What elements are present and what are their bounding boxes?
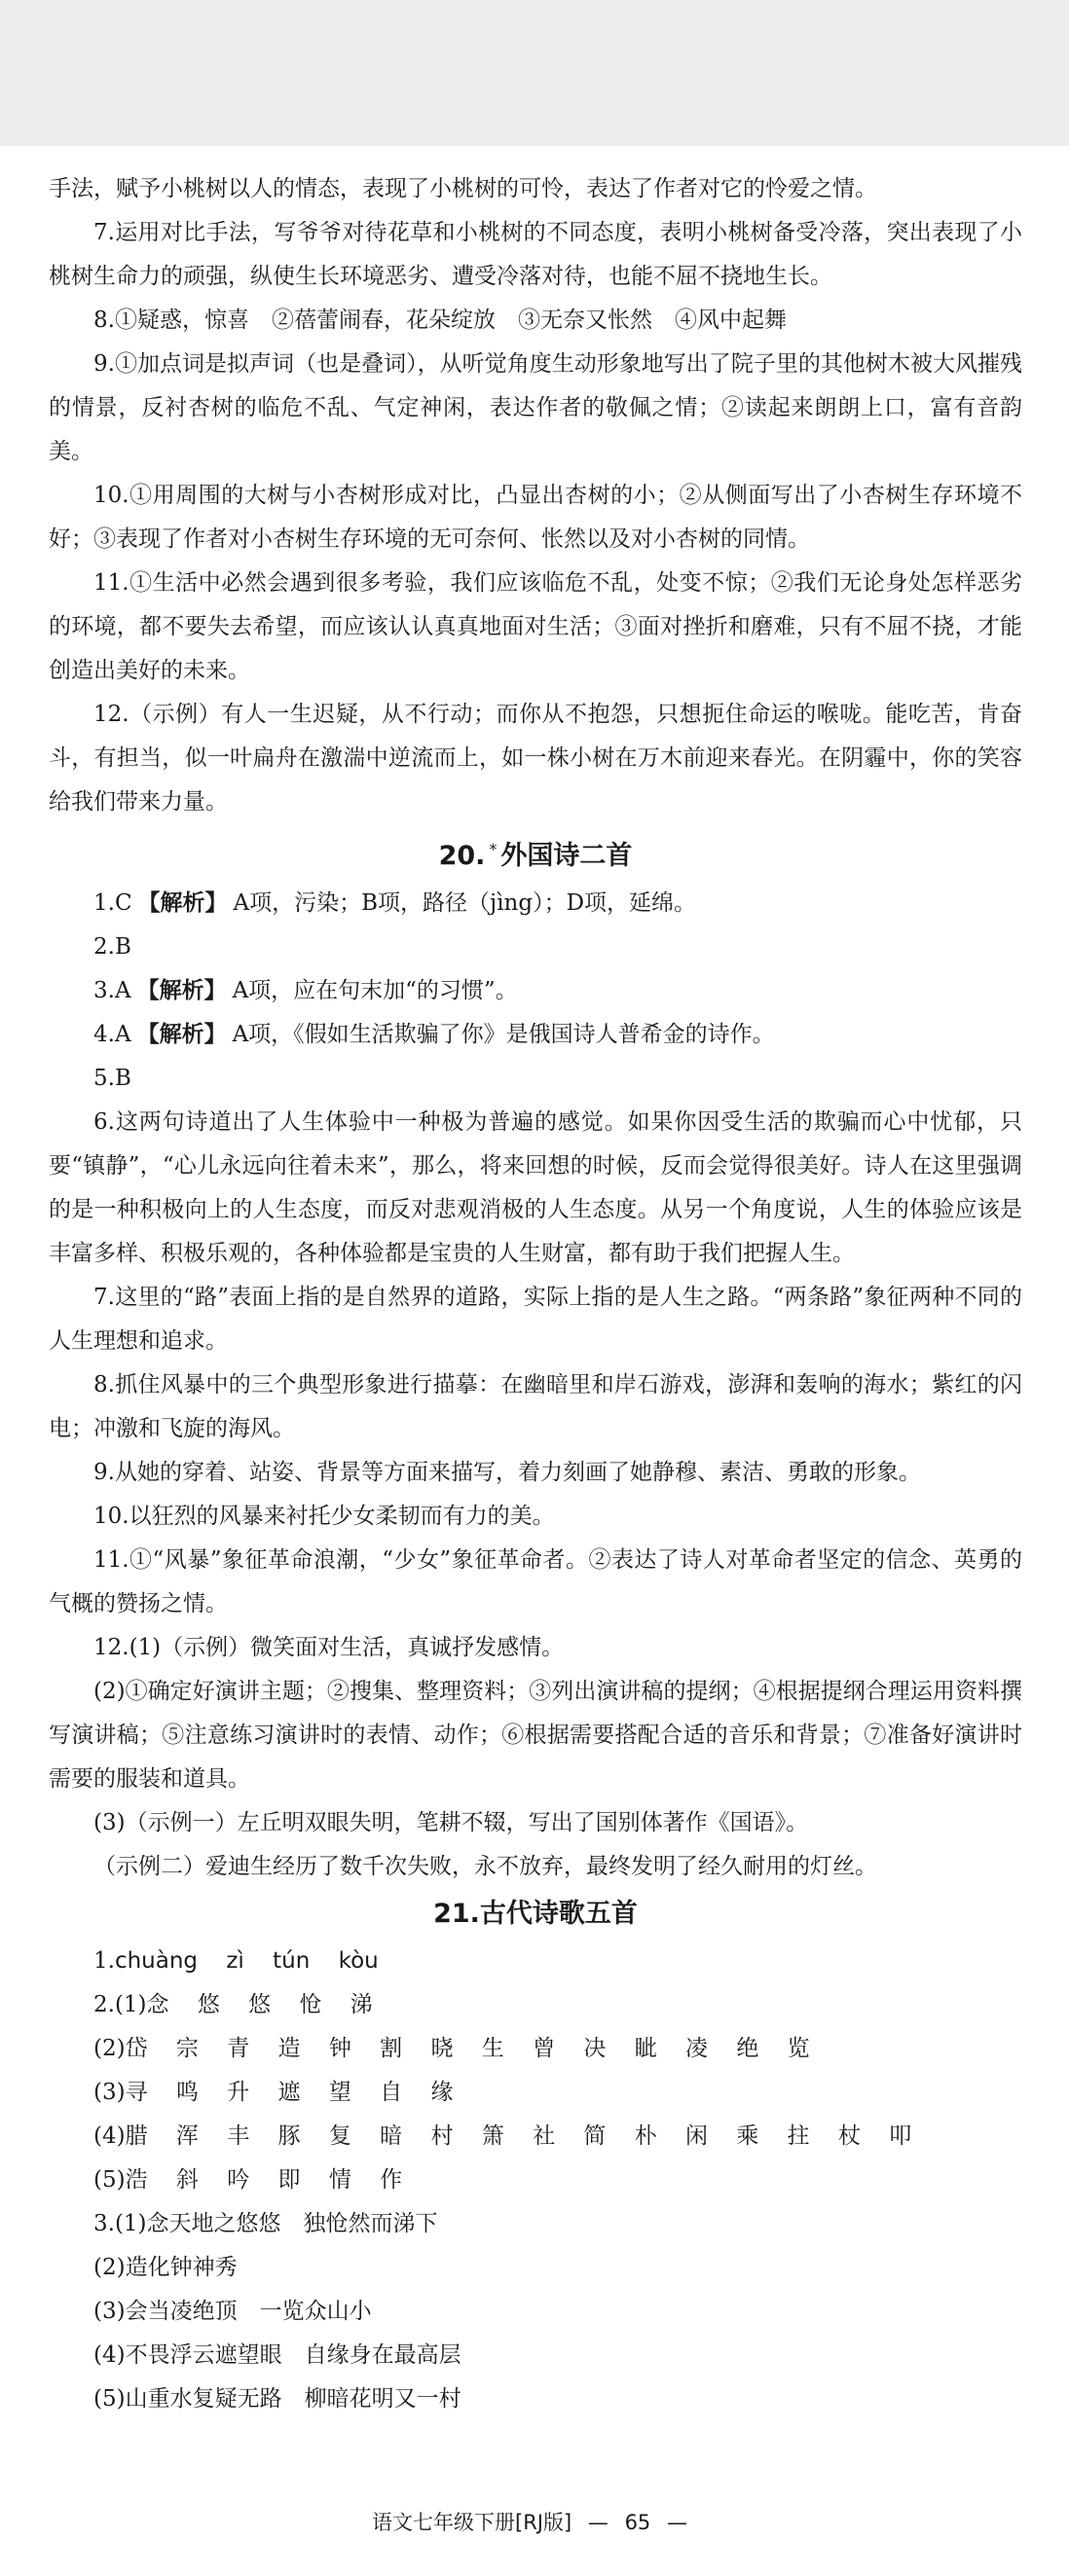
section-20-choices (49, 882, 1022, 1101)
top-gray-band (0, 0, 1069, 146)
answer-paragraph: (2)①确定好演讲主题；②搜集、整理资料；③列出演讲稿的提纲；④根据提纲合理运用资料撰写演讲稿；⑤注意练习演讲时的表情、动作；⑥根据需要搭配合适的音乐和背景；⑦准备好演讲时需要的服装和道具。 (49, 1679, 1022, 1792)
verse-answer: (3)会当凌绝顶 一览众山小 (93, 2299, 372, 2324)
section-number: 21. (433, 1899, 480, 1929)
verse-answer: (5)山重水复疑无路 柳暗花明又一村 (93, 2386, 461, 2412)
verse-answer: (2)造化钟神秀 (93, 2255, 238, 2280)
analysis-tag: 【解析】 (136, 1022, 227, 1047)
section-number: 20. (438, 841, 486, 871)
analysis-tag: 【解析】 (137, 890, 228, 916)
char-row: (3)寻 鸣 升 遮 望 自 缘 (93, 2080, 454, 2105)
answer-paragraph: 12.(1)（示例）微笑面对生活，真诚抒发感情。 (93, 1635, 565, 1660)
char-row: (2)岱 宗 青 造 钟 割 晓 生 曾 决 眦 凌 绝 览 (93, 2036, 810, 2061)
choice-answer: 5.B (93, 1066, 131, 1091)
answer-paragraph: 9.从她的穿着、站姿、背景等方面来描写，着力刻画了她静穆、素洁、勇敢的形象。 (93, 1460, 921, 1485)
answer-paragraph: 10.以狂烈的风暴来衬托少女柔韧而有力的美。 (93, 1504, 555, 1529)
choice-answer: 2.B (93, 934, 131, 960)
section-20-paragraphs (49, 1101, 1022, 1889)
char-row: (5)浩 斜 吟 即 情 作 (93, 2167, 403, 2193)
char-row: (4)腊 浑 丰 豚 复 暗 村 箫 社 简 朴 闲 乘 拄 杖 叩 (93, 2123, 912, 2149)
choice-answer: 3.A 【解析】 A项，应在句末加“的习惯”。 (93, 978, 518, 1003)
answer-paragraph: 11.①“风暴”象征革命浪潮，“少女”象征革命者。②表达了诗人对革命者坚定的信念、英勇的气概的赞扬之情。 (49, 1547, 1022, 1616)
answer-paragraph: 手法，赋予小桃树以人的情态，表现了小桃树的可怜，表达了作者对它的怜爱之情。 (49, 176, 877, 201)
char-row: 2.(1)念 悠 悠 怆 涕 (93, 1992, 373, 2017)
answer-paragraph: 9.①加点词是拟声词（也是叠词），从听觉角度生动形象地写出了院子里的其他树木被大风摧残的情景，反衬杏树的临危不乱、气定神闲，表达作者的敬佩之情；②读起来朗朗上口，富有音韵美。 (49, 351, 1022, 464)
section-21-answers (49, 1940, 1022, 2421)
section-title: 古代诗歌五首 (479, 1899, 638, 1929)
answer-paragraph: 11.①生活中必然会遇到很多考验，我们应该临危不乱，处变不惊；②我们无论身处怎样恶劣的环境，都不要失去希望，而应该认认真真地面对生活；③面对挫折和磨难，只有不屈不挠，才能创造出美好的未来。 (49, 570, 1022, 683)
answer-paragraph: 7.这里的“路”表面上指的是自然界的道路，实际上指的是人生之路。“两条路”象征两种不同的人生理想和追求。 (49, 1285, 1022, 1354)
choice-answer: 4.A 【解析】 A项，《假如生活欺骗了你》是俄国诗人普希金的诗作。 (93, 1022, 775, 1047)
pinyin-answer: 1.chuàng zì tún kòu (93, 1948, 379, 1974)
footer-dash: — (587, 2511, 608, 2534)
answer-paragraph: 6.这两句诗道出了人生体验中一种极为普遍的感觉。如果你因受生活的欺骗而心中忧郁，只要“镇静”，“心儿永远向往着未来”，那么，将来回想的时候，反而会觉得很美好。诗人在这里强调的是一种积极向上的人生态度，而反对悲观消极的人生态度。从另一个角度说，人生的体验应该是丰富多样、积极乐观的，各种体验都是宝贵的人生财富，都有助于我们把握人生。 (49, 1109, 1022, 1266)
verse-answer: (4)不畏浮云遮望眼 自缘身在最高层 (93, 2342, 461, 2368)
verse-answer: 3.(1)念天地之悠悠 独怆然而涕下 (93, 2211, 438, 2236)
analysis-tag: 【解析】 (136, 978, 227, 1003)
choice-answer: 1.C 【解析】 A项，污染；B项，路径（jìng）；D项，延绵。 (93, 890, 697, 916)
page-number: 65 (624, 2511, 651, 2534)
pinyin-text: chuàng zì tún kòu (114, 1948, 379, 1974)
section-20-heading (49, 826, 1022, 880)
answer-paragraph: 7.运用对比手法，写爷爷对待花草和小桃树的不同态度，表明小桃树备受冷落，突出表现了小桃树生命力的顽强，纵使生长环境恶劣、遭受冷落对待，也能不屈不挠地生长。 (49, 220, 1022, 289)
answer-paragraph: 10.①用周围的大树与小杏树形成对比，凸显出杏树的小；②从侧面写出了小杏树生存环境不好；③表现了作者对小杏树生存环境的无可奈何、怅然以及对小杏树的同情。 (49, 483, 1022, 552)
footer-dash: — (666, 2511, 687, 2534)
section-21-heading (49, 1891, 1022, 1938)
book-title: 语文七年级下册[RJ版] (372, 2511, 572, 2534)
answer-paragraph: 12.（示例）有人一生迟疑，从不行动；而你从不抱怨，只想扼住命运的喉咙。能吃苦，肯奋斗，有担当，似一叶扁舟在激湍中逆流而上，如一株小树在万木前迎来春光。在阴霾中，你的笑容给我们带来力量。 (49, 702, 1022, 815)
top-answers-block (49, 167, 1022, 824)
star-mark: * (489, 840, 498, 858)
answer-paragraph: （示例二）爱迪生经历了数千次失败，永不放弃，最终发明了经久耐用的灯丝。 (93, 1854, 877, 1879)
answer-paragraph: (3)（示例一）左丘明双眼失明，笔耕不辍，写出了国别体著作《国语》。 (93, 1810, 809, 1835)
page-footer (0, 2507, 1069, 2536)
answer-paragraph: 8.①疑惑，惊喜 ②蓓蕾闹春，花朵绽放 ③无奈又怅然 ④风中起舞 (93, 308, 787, 333)
section-title: 外国诗二首 (500, 841, 633, 871)
answer-paragraph: 8.抓住风暴中的三个典型形象进行描摹：在幽暗里和岸石游戏，澎湃和轰响的海水；紫红的闪电；冲激和飞旋的海风。 (49, 1372, 1022, 1441)
